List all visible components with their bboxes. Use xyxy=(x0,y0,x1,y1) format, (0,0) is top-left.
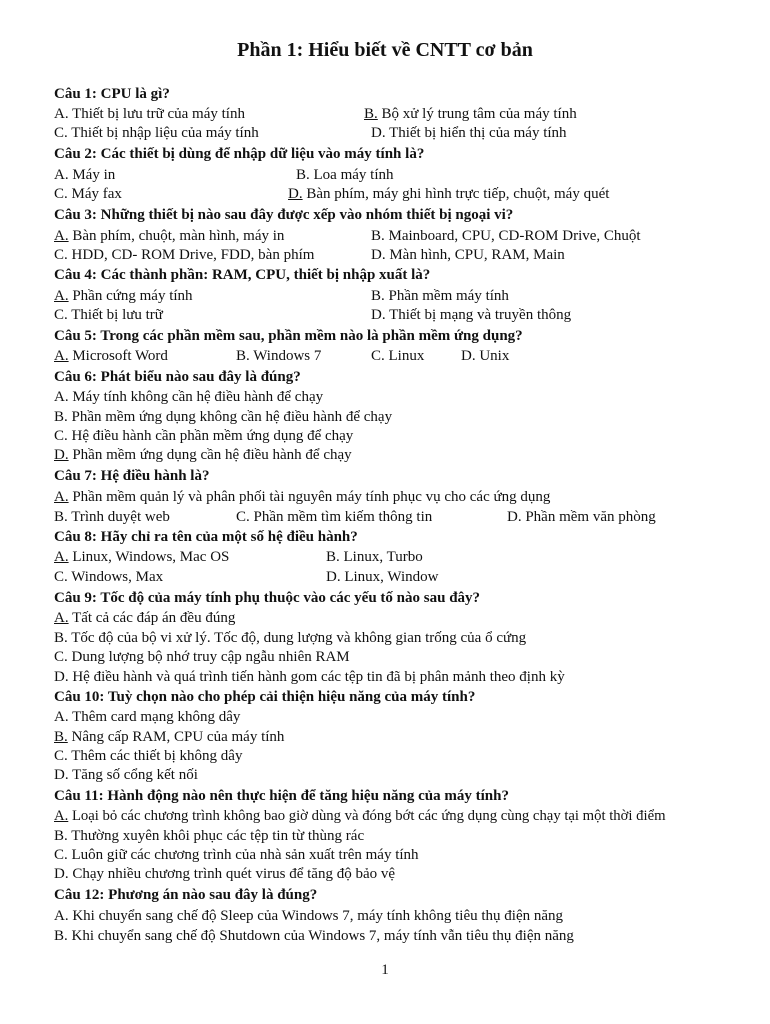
answer-option: B. Phần mềm ứng dụng không cần hệ điều hành để chạy xyxy=(54,409,393,425)
answer-option-correct: A. Phần cứng máy tính xyxy=(54,288,193,304)
answer-option-correct: D. Phần mềm ứng dụng cần hệ điều hành để chạy xyxy=(54,447,352,463)
answer-option: C. Thiết bị lưu trữ xyxy=(54,307,163,323)
answer-option: C. Thêm các thiết bị không dây xyxy=(54,748,243,764)
answer-option-correct: A. Linux, Windows, Mac OS xyxy=(54,549,230,565)
question-7: Câu 7: Hệ điều hành là? xyxy=(54,468,210,484)
question-3: Câu 3: Những thiết bị nào sau đây được xếp vào nhóm thiết bị ngoại vi? xyxy=(54,207,514,223)
answer-option: C. HDD, CD- ROM Drive, FDD, bàn phím xyxy=(54,247,315,263)
question-9: Câu 9: Tốc độ của máy tính phụ thuộc vào các yếu tố nào sau đây? xyxy=(54,590,481,606)
answer-option: C. Thiết bị nhập liệu của máy tính xyxy=(54,125,259,141)
answer-row xyxy=(54,567,754,587)
answer-option-correct: A. Phần mềm quản lý và phân phối tài nguyên máy tính phục vụ cho các ứng dụng xyxy=(54,489,551,505)
question-12: Câu 12: Phương án nào sau đây là đúng? xyxy=(54,887,318,903)
answer-row xyxy=(54,123,754,143)
answer-row xyxy=(54,165,754,185)
answer-row xyxy=(54,286,754,306)
answer-option: A. Thêm card mạng không dây xyxy=(54,709,241,725)
answer-option: B. Thường xuyên khôi phục các tệp tin từ thùng rác xyxy=(54,828,365,844)
answer-option-correct: B. Bộ xử lý trung tâm của máy tính xyxy=(364,106,577,122)
answer-option: D. Linux, Window xyxy=(326,569,439,585)
answer-option: D. Unix xyxy=(461,348,510,364)
answer-option: A. Máy in xyxy=(54,167,116,183)
answer-row xyxy=(54,547,754,567)
answer-option: B. Khi chuyển sang chế độ Shutdown của Windows 7, máy tính vẫn tiêu thụ điện năng xyxy=(54,928,574,944)
answer-option: C. Hệ điều hành cần phần mềm ứng dụng để chạy xyxy=(54,428,354,444)
page-number: 1 xyxy=(381,962,389,978)
answer-option-correct: A. Loại bỏ các chương trình không bao giờ dùng và đóng bớt các ứng dụng cùng chạy tại một thời điểm xyxy=(54,808,666,824)
answer-option: A. Khi chuyển sang chế độ Sleep của Windows 7, máy tính không tiêu thụ điện năng xyxy=(54,908,564,924)
answer-option: B. Linux, Turbo xyxy=(326,549,423,565)
answer-option: C. Luôn giữ các chương trình của nhà sản xuất trên máy tính xyxy=(54,847,419,863)
answer-option: D. Thiết bị hiển thị của máy tính xyxy=(371,125,567,141)
answer-option: B. Windows 7 xyxy=(236,348,322,364)
question-5: Câu 5: Trong các phần mềm sau, phần mềm nào là phần mềm ứng dụng? xyxy=(54,328,523,344)
answer-option: D. Chạy nhiều chương trình quét virus để tăng độ bảo vệ xyxy=(54,866,396,882)
answer-option: A. Thiết bị lưu trữ của máy tính xyxy=(54,106,245,122)
answer-option: C. Máy fax xyxy=(54,186,122,202)
answer-row xyxy=(54,245,754,265)
answer-option: B. Phần mềm máy tính xyxy=(371,288,509,304)
answer-option: D. Tăng số cổng kết nối xyxy=(54,767,198,783)
answer-option-correct: B. Nâng cấp RAM, CPU của máy tính xyxy=(54,729,285,745)
answer-row xyxy=(54,507,754,527)
page-title: Phần 1: Hiểu biết về CNTT cơ bản xyxy=(237,39,533,61)
answer-option: D. Thiết bị mạng và truyền thông xyxy=(371,307,572,323)
answer-option: B. Trình duyệt web xyxy=(54,509,170,525)
answer-row xyxy=(54,184,754,204)
answer-option-correct: A. Tất cả các đáp án đều đúng xyxy=(54,610,236,626)
answer-option: D. Màn hình, CPU, RAM, Main xyxy=(371,247,565,263)
answer-option: B. Tốc độ của bộ vi xử lý. Tốc độ, dung lượng và không gian trống của ổ cứng xyxy=(54,630,527,646)
answer-option-correct: A. Bàn phím, chuột, màn hình, máy in xyxy=(54,228,285,244)
question-11: Câu 11: Hành động nào nên thực hiện để tăng hiệu năng của máy tính? xyxy=(54,788,509,804)
answer-row xyxy=(54,104,754,124)
answer-option: C. Linux xyxy=(371,348,425,364)
answer-row xyxy=(54,346,754,366)
answer-option: D. Phần mềm văn phòng xyxy=(507,509,656,525)
question-2: Câu 2: Các thiết bị dùng để nhập dữ liệu vào máy tính là? xyxy=(54,146,425,162)
answer-option: C. Phần mềm tìm kiếm thông tin xyxy=(236,509,433,525)
answer-option-correct: D. Bàn phím, máy ghi hình trực tiếp, chuột, máy quét xyxy=(288,186,610,202)
answer-option-correct: A. Microsoft Word xyxy=(54,348,168,364)
answer-row xyxy=(54,305,754,325)
answer-row xyxy=(54,226,754,246)
answer-option: D. Hệ điều hành và quá trình tiến hành gom các tệp tin đã bị phân mảnh theo định kỳ xyxy=(54,669,565,685)
answer-option: C. Windows, Max xyxy=(54,569,164,585)
answer-option: B. Mainboard, CPU, CD-ROM Drive, Chuột xyxy=(371,228,641,244)
answer-option: A. Máy tính không cần hệ điều hành để chạy xyxy=(54,389,324,405)
question-8: Câu 8: Hãy chỉ ra tên của một số hệ điều hành? xyxy=(54,529,358,545)
question-10: Câu 10: Tuỳ chọn nào cho phép cải thiện hiệu năng của máy tính? xyxy=(54,689,476,705)
question-1: Câu 1: CPU là gì? xyxy=(54,86,170,102)
question-4: Câu 4: Các thành phần: RAM, CPU, thiết bị nhập xuất là? xyxy=(54,267,431,283)
question-6: Câu 6: Phát biểu nào sau đây là đúng? xyxy=(54,369,301,385)
answer-option: C. Dung lượng bộ nhớ truy cập ngẫu nhiên RAM xyxy=(54,649,350,665)
answer-option: B. Loa máy tính xyxy=(296,167,394,183)
